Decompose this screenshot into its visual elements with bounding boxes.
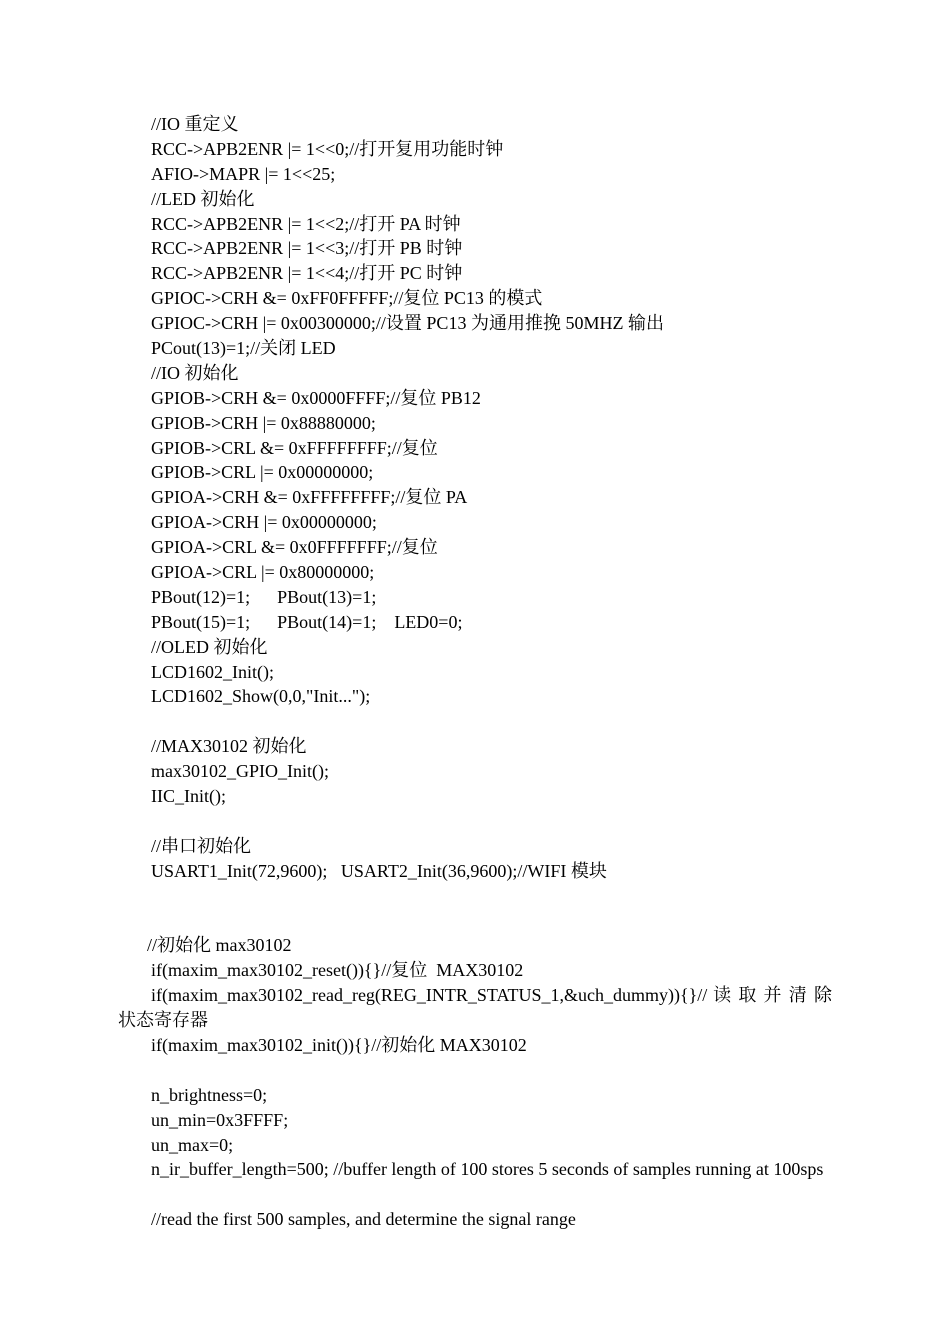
code-line: max30102_GPIO_Init(); — [151, 761, 329, 782]
code-line: //IO 初始化 — [151, 362, 239, 383]
blank-line — [118, 809, 832, 834]
code-line: un_max=0; — [151, 1134, 234, 1155]
code-line: RCC->APB2ENR |= 1<<0;//打开复用功能时钟 — [151, 138, 504, 159]
code-line: //LED 初始化 — [151, 188, 255, 209]
code-line: GPIOC->CRH |= 0x00300000;//设置 PC13 为通用推挽 50MHZ 输出 — [151, 313, 664, 334]
code-listing — [118, 112, 832, 1232]
code-line: GPIOA->CRH &= 0xFFFFFFFF;//复位 PA — [151, 487, 468, 508]
blank-line — [118, 909, 832, 934]
code-line: GPIOB->CRL |= 0x00000000; — [151, 462, 374, 483]
code-line: un_min=0x3FFFF; — [151, 1109, 289, 1130]
code-line: //MAX30102 初始化 — [151, 736, 307, 757]
code-line: USART1_Init(72,9600); USART2_Init(36,9600);//WIFI 模块 — [151, 860, 607, 881]
code-line: //串口初始化 — [151, 835, 252, 856]
code-line: RCC->APB2ENR |= 1<<4;//打开 PC 时钟 — [151, 263, 463, 284]
code-line: LCD1602_Init(); — [151, 661, 274, 682]
code-paragraph-read-reg: if(maxim_max30102_read_reg(REG_INTR_STATUS_1,&uch_dummy)){}// 读 取 并 清 除状态寄存器 — [118, 985, 832, 1031]
code-line: if(maxim_max30102_init()){}//初始化 MAX30102 — [151, 1034, 527, 1055]
code-line: //read the first 500 samples, and determine the signal range — [151, 1209, 576, 1230]
code-line: GPIOA->CRL |= 0x80000000; — [151, 562, 375, 583]
code-line: PBout(12)=1; PBout(13)=1; — [151, 586, 377, 607]
code-line: n_brightness=0; — [151, 1084, 268, 1105]
code-line: GPIOC->CRH &= 0xFF0FFFFF;//复位 PC13 的模式 — [151, 288, 543, 309]
code-line: PCout(13)=1;//关闭 LED — [151, 338, 336, 359]
code-line: //OLED 初始化 — [151, 636, 268, 657]
code-line: GPIOA->CRL &= 0x0FFFFFFF;//复位 — [151, 537, 438, 558]
code-line: //IO 重定义 — [151, 114, 239, 134]
code-line: RCC->APB2ENR |= 1<<2;//打开 PA 时钟 — [151, 213, 461, 234]
code-line: AFIO->MAPR |= 1<<25; — [151, 163, 336, 184]
blank-line — [118, 1182, 832, 1207]
code-line: GPIOB->CRH &= 0x0000FFFF;//复位 PB12 — [151, 387, 481, 408]
code-paragraph-buffer: n_ir_buffer_length=500; //buffer length of 100 stores 5 seconds of samples running at 100sps — [151, 1159, 824, 1180]
code-line: IIC_Init(); — [151, 786, 226, 807]
blank-line — [118, 709, 832, 734]
code-line: GPIOB->CRH |= 0x88880000; — [151, 412, 376, 433]
code-line: GPIOA->CRH |= 0x00000000; — [151, 512, 377, 533]
blank-line — [118, 884, 832, 909]
code-line: GPIOB->CRL &= 0xFFFFFFFF;//复位 — [151, 437, 438, 458]
code-line: PBout(15)=1; PBout(14)=1; LED0=0; — [151, 611, 463, 632]
code-line: RCC->APB2ENR |= 1<<3;//打开 PB 时钟 — [151, 238, 463, 259]
code-line: //初始化 max30102 — [147, 935, 292, 956]
code-line: LCD1602_Show(0,0,"Init..."); — [151, 686, 371, 707]
code-line: if(maxim_max30102_reset()){}//复位 MAX30102 — [151, 960, 524, 981]
blank-line — [118, 1058, 832, 1083]
